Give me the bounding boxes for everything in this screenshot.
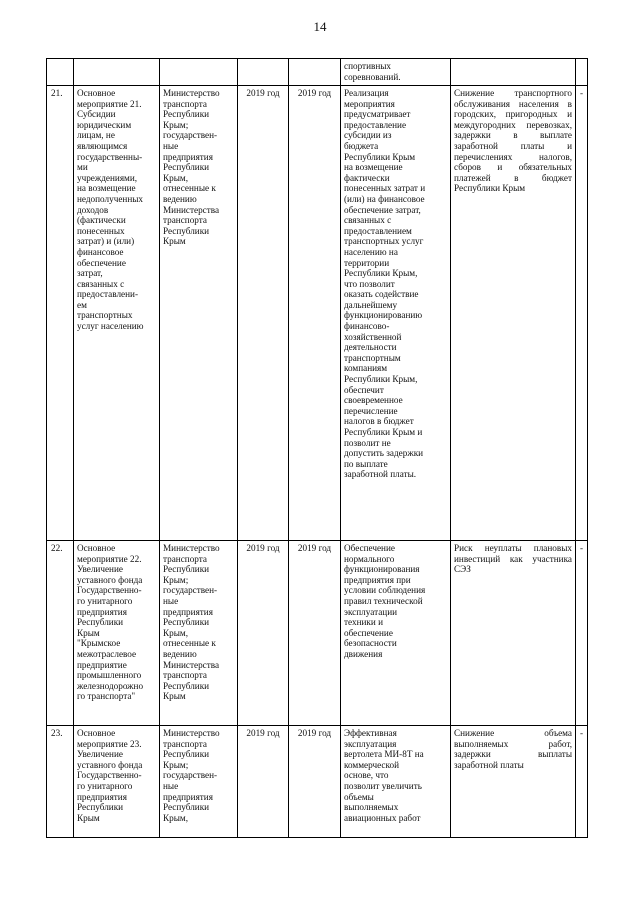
mark-cell: -: [576, 541, 588, 726]
risk-cell: Снижение объема выполняемых работ, задержки выплаты заработной платы: [451, 726, 576, 838]
mark-cell: -: [576, 726, 588, 838]
measures-table: [46, 58, 588, 838]
end-year-cell: 2019 год: [289, 541, 341, 726]
measure-cell: Основное мероприятие 21. Субсидии юридическим лицам, не являющимся государственны- ми учреждениями, на возмещение недополученных доходов (фактически понесенных затрат) и (или) финансовое обеспечение затрат, связанных с предоставлени- ем транспортных услуг населению: [74, 86, 160, 541]
row-number: 22.: [47, 541, 74, 726]
result-cell: Обеспечение нормального функционирования предприятия при условии соблюдения правил технической эксплуатации техники и обеспечение безопасности движения: [341, 541, 451, 726]
table-row: [47, 86, 588, 541]
measure-cell: Основное мероприятие 22. Увеличение уставного фонда Государственно- го унитарного предприятия Республики Крым "Крымское межотраслевое предприятие промышленного железнодорожно го транспорта": [74, 541, 160, 726]
measure-cell: Основное мероприятие 23. Увеличение уставного фонда Государственно- го унитарного предприятия Республики Крым: [74, 726, 160, 838]
row-number: 21.: [47, 86, 74, 541]
page-number: 14: [313, 19, 327, 34]
result-cell: спортивных соревнований.: [341, 59, 451, 86]
mark-cell: -: [576, 86, 588, 541]
start-year-cell: 2019 год: [238, 541, 289, 726]
executor-cell: Министерство транспорта Республики Крым; государствен- ные предприятия Республики Крым, отнесенные к ведению Министерства транспорта Республики Крым: [160, 541, 238, 726]
risk-cell: Снижение транспортного обслуживания населения в городских, пригородных и междугородних перевозках, задержки в выплате заработной платы и перечислениях налогов, сборов и обязательных платежей в бюджет Республики Крым: [451, 86, 576, 541]
executor-cell: Министерство транспорта Республики Крым; государствен- ные предприятия Республики Крым,: [160, 726, 238, 838]
table-row: [47, 541, 588, 726]
risk-cell: Риск неуплаты плановых инвестиций как участника СЭЗ: [451, 541, 576, 726]
table-row: [47, 59, 588, 86]
executor-cell: Министерство транспорта Республики Крым; государствен- ные предприятия Республики Крым, отнесенные к ведению Министерства транспорта Республики Крым: [160, 86, 238, 541]
start-year-cell: 2019 год: [238, 86, 289, 541]
start-year-cell: 2019 год: [238, 726, 289, 838]
end-year-cell: 2019 год: [289, 86, 341, 541]
table-row: [47, 726, 588, 838]
result-cell: Реализация мероприятия предусматривает предоставление субсидии из бюджета Республики Крым на возмещение фактически понесенных затрат и (или) на финансовое обеспечение затрат, связанных с предоставлением транспортных услуг населению на территории Республики Крым, что позволит оказать содействие дальнейшему функционированию финансово- хозяйственной деятельности транспортным компаниям Республики Крым, обеспечит своевременное перечисление налогов в бюджет Республики Крым и позволит не допустить задержки по выплате заработной платы.: [341, 86, 451, 541]
result-cell: Эффективная эксплуатация вертолета МИ-8Т на коммерческой основе, что позволит увеличить объемы выполняемых авиационных работ: [341, 726, 451, 838]
end-year-cell: 2019 год: [289, 726, 341, 838]
row-number: 23.: [47, 726, 74, 838]
